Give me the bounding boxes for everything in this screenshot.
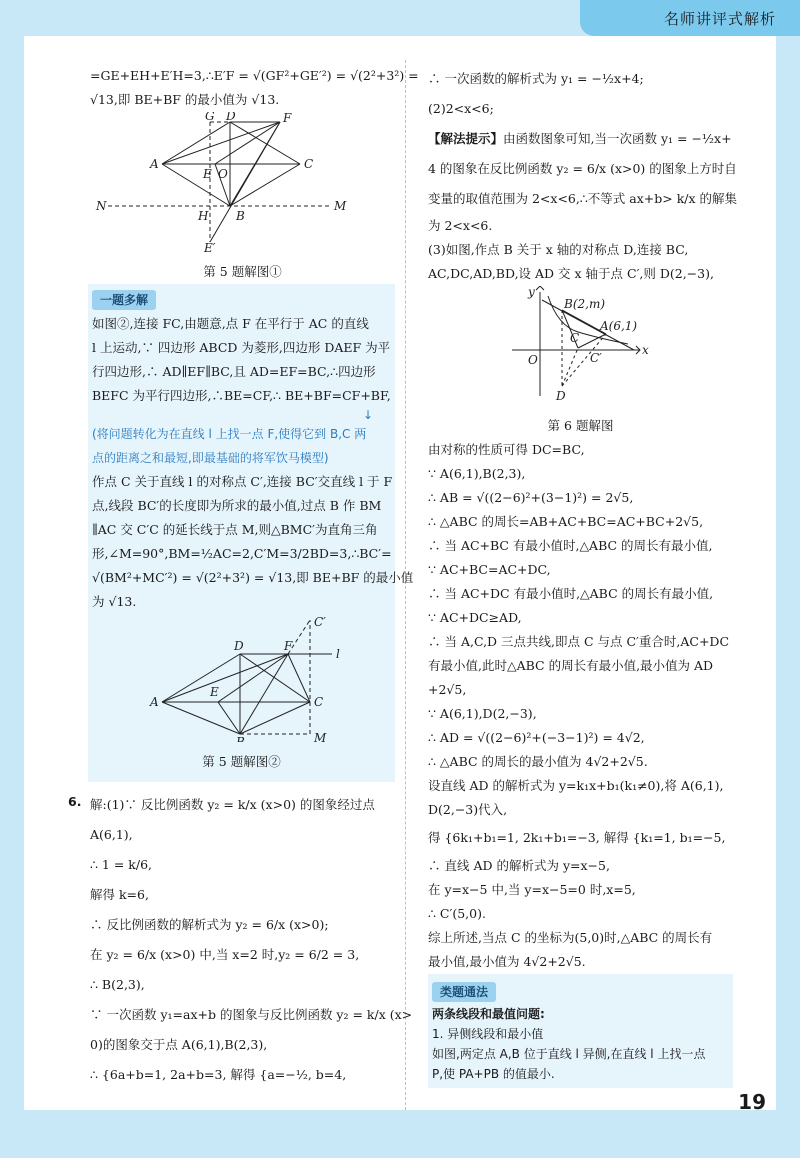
text-line: 为 2<x<6. [428,218,493,233]
text-line: (2)2<x<6; [428,101,494,116]
text-line: 为 √13. [92,594,137,609]
text-line: ∵ A(6,1),D(2,−3), [428,706,537,721]
text-line: (将问题转化为在直线 l 上找一点 F,使得它到 B,C 两 [92,427,367,441]
text-line: 变量的取值范围为 2<x<6,∴不等式 ax+b> k/x 的解集 [428,191,738,206]
text-line: 解:(1)∵ 反比例函数 y₂ = k/x (x>0) 的图象经过点 [90,797,375,812]
label-M: M [314,731,327,742]
figure-5-1 [90,112,390,252]
left-border [0,0,24,1158]
label-D: D [556,389,566,403]
text-line: 有最小值,此时△ABC 的周长有最小值,最小值为 AD [428,658,714,673]
text-line: 在 y=x−5 中,当 y=x−5=0 时,x=5, [428,882,636,897]
method-tips-box [428,974,733,1088]
label-C: C [570,331,580,345]
text-line: BEFC 为平行四边形,∴BE=CF,∴ BE+BF=CF+BF, [92,388,391,403]
label-E: E [203,167,212,181]
text-line: ∴ △ABC 的周长的最小值为 4√2+2√5. [428,754,648,769]
method-tips-tag: 类题通法 [432,982,496,1002]
text-line: 4 的图象在反比例函数 y₂ = 6/x (x>0) 的图象上方时自 [428,161,737,176]
label-D: D [234,639,244,653]
tips-title: 两条线段和最值问题: [432,1007,545,1021]
label-x: x [642,343,649,357]
text-line: ∴ 1 = k/6, [90,857,153,872]
text-line: 如图,两定点 A,B 位于直线 l 异侧,在直线 l 上找一点 [432,1047,706,1061]
bottom-border [0,1110,800,1158]
text-line: ∴ 直线 AD 的解析式为 y=x−5, [428,858,610,873]
text-line: ∴ 反比例函数的解析式为 y₂ = 6/x (x>0); [90,917,329,932]
label-B: B(2,m) [564,297,606,311]
text-line: ∴ B(2,3), [90,977,145,992]
text-line: 解得 k=6, [90,887,149,902]
text-line: ∴ 一次函数的解析式为 y₁ = −½x+4; [428,71,644,86]
text-line: 在 y₂ = 6/x (x>0) 中,当 x=2 时,y₂ = 6/2 = 3, [90,947,360,962]
label-l: l [336,647,340,661]
text-line: ∴ 当 A,C,D 三点共线,即点 C 与点 C′重合时,AC+DC [428,634,730,649]
right-column [428,64,738,1088]
text-line: l 上运动,∵ 四边形 ABCD 为菱形,四边形 DAEF 为平 [92,340,391,355]
figure-6 [428,286,728,406]
text-line: ∴ 当 AC+BC 有最小值时,△ABC 的周长有最小值, [428,538,713,553]
text-line: A(6,1), [90,827,133,842]
text-line: =GE+EH+E′H=3,∴E′F = √(GF²+GE′²) = √(2²+3²) = [90,68,419,83]
text-line: ∴ △ABC 的周长=AB+AC+BC=AC+BC+2√5, [428,514,704,529]
text-line: 由对称的性质可得 DC=BC, [428,442,585,457]
text-line: 点,线段 BC′的长度即为所求的最小值,过点 B 作 BM [92,498,382,513]
label-D: D [226,112,236,123]
text-line: 得 {6k₁+b₁=1, 2k₁+b₁=−3, 解得 {k₁=1, b₁=−5, [428,830,726,845]
text-line: AC,DC,AD,BD,设 AD 交 x 轴于点 C′,则 D(2,−3), [428,266,714,281]
alt-solution-tag: 一题多解 [92,290,156,310]
text-line: 点的距离之和最短,即最基础的将军饮马模型) [92,451,329,465]
label-B: B [236,209,245,223]
text-line: ∴ {6a+b=1, 2a+b=3, 解得 {a=−½, b=4, [90,1067,347,1082]
text-line: ∴ AB = √((2−6)²+(3−1)²) = 2√5, [428,490,634,505]
label-E-prime: E′ [204,241,216,252]
column-divider [405,60,406,1110]
text-line: 作点 C 关于直线 l 的对称点 C′,连接 BC′交直线 l 于 F [92,474,393,489]
text-line: ∵ AC+DC≥AD, [428,610,522,625]
label-O: O [218,167,228,181]
label-E: E [210,685,219,699]
text-line: √(BM²+MC′²) = √(2²+3²) = √13,即 BE+BF 的最小值 [92,570,414,585]
text-line: 0)的图象交于点 A(6,1),B(2,3), [90,1037,268,1052]
alt-solution-box [88,284,414,782]
text-line: 形,∠M=90°,BM=½AC=2,C′M=3/2BD=3,∴BC′= [92,546,392,561]
text-line: 如图②,连接 FC,由题意,点 F 在平行于 AC 的直线 [92,316,369,331]
text-line: 设直线 AD 的解析式为 y=k₁x+b₁(k₁≠0),将 A(6,1), [428,778,724,793]
hint-line [428,124,733,154]
text-line: 综上所述,当点 C 的坐标为(5,0)时,△ABC 的周长有 [428,930,713,945]
label-C-prime: C′ [314,615,326,629]
text-line: (3)如图,作点 B 关于 x 轴的对称点 D,连接 BC, [428,242,689,257]
label-N: N [96,199,107,213]
text-line: 由函数图象可知,当一次函数 y₁ = −½x+ [503,131,732,146]
label-A: A [150,157,159,171]
page-number: 19 [738,1090,766,1114]
label-O: O [528,353,538,367]
figure-caption: 第 6 题解图 [547,418,614,433]
text-line: ∴ 当 AC+DC 有最小值时,△ABC 的周长有最小值, [428,586,714,601]
figure-caption: 第 5 题解图② [202,754,281,769]
text-line: 1. 异侧线段和最小值 [432,1027,544,1041]
left-column [68,64,419,1090]
text-line: ∵ AC+BC=AC+DC, [428,562,551,577]
label-H: H [198,209,209,223]
label-C-prime: C′ [590,351,602,365]
label-C: C [304,157,314,171]
figure-5-2 [92,614,392,742]
label-B: B [236,735,245,742]
question-6 [68,790,413,1090]
text-line: 行四边形,∴ AD∥EF∥BC,且 AD=EF=BC,∴四边形 [92,364,376,379]
text-line: ∥AC 交 C′C 的延长线于点 M,则△BMC′为直角三角 [92,522,378,537]
label-A: A(6,1) [600,319,638,333]
label-A: A [150,695,159,709]
text-line: ∵ 一次函数 y₁=ax+b 的图象与反比例函数 y₂ = k/x (x> [90,1007,413,1022]
text-line: ∴ AD = √((2−6)²+(−3−1)²) = 4√2, [428,730,645,745]
right-border [776,36,800,1126]
header-title: 名师讲评式解析 [663,10,776,28]
text-line: +2√5, [428,682,467,697]
label-F: F [284,639,293,653]
label-F: F [283,112,292,125]
hint-label: 【解法提示】 [428,131,504,146]
text-line: P,使 PA+PB 的值最小. [432,1067,555,1081]
down-arrow-icon: ↓ [362,408,373,422]
label-C: C [314,695,324,709]
label-y: y [528,286,535,299]
label-G: G [205,112,215,123]
label-M: M [334,199,347,213]
text-line: D(2,−3)代入, [428,802,508,817]
text-line: ∵ A(6,1),B(2,3), [428,466,526,481]
text-line: 最小值,最小值为 4√2+2√5. [428,954,586,969]
question-number: 6. [68,794,82,809]
text-line: √13,即 BE+BF 的最小值为 √13. [90,92,280,107]
figure-caption: 第 5 题解图① [203,264,282,279]
text-line: ∴ C′(5,0). [428,906,486,921]
